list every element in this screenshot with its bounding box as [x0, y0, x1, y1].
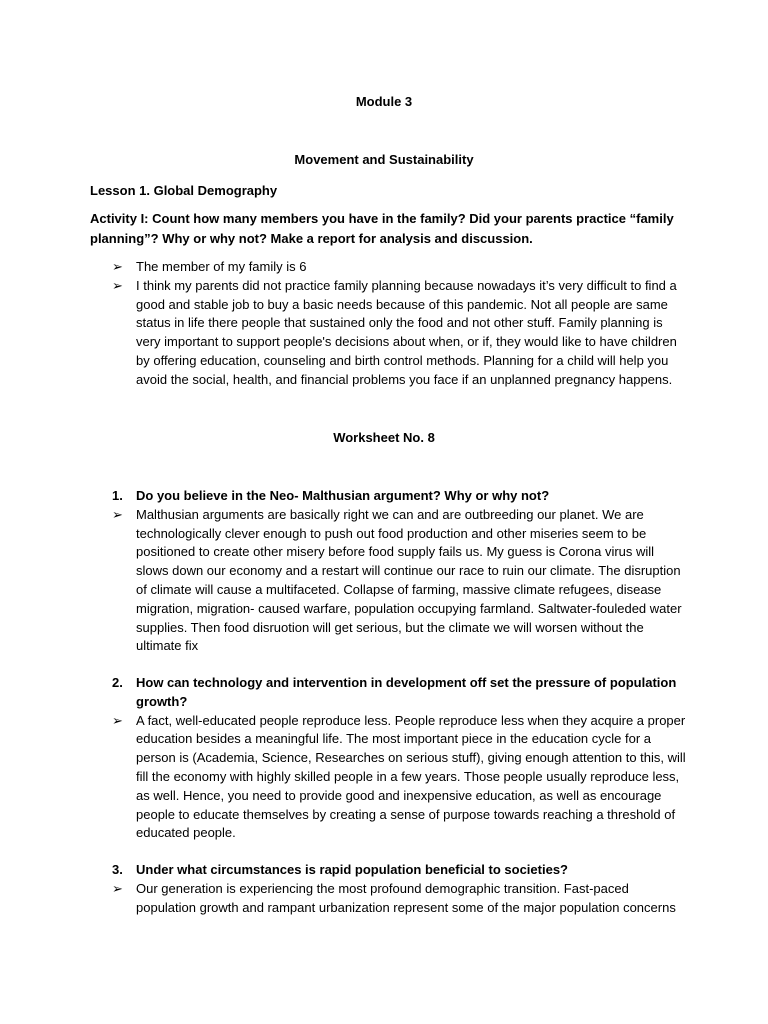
- answer-text: The member of my family is 6: [136, 259, 307, 274]
- lesson-heading: Lesson 1. Global Demography: [90, 183, 278, 198]
- activity-prompt: Activity I: Count how many members you have in the family? Did your parents practice “family planning”? Why or why not? Make a report for analysis and discussion.: [90, 211, 674, 246]
- activity-answer-list: [0, 258, 768, 390]
- module-title: Module 3: [355, 94, 413, 109]
- arrow-bullet-icon: ➢: [112, 506, 123, 522]
- worksheet-title: Worksheet No. 8: [333, 430, 435, 445]
- question-text: How can technology and intervention in development off set the pressure of population growth?: [136, 675, 677, 709]
- question-text: Do you believe in the Neo- Malthusian argument? Why or why not?: [136, 488, 550, 503]
- arrow-bullet-icon: ➢: [112, 277, 123, 293]
- question-item: [0, 861, 768, 880]
- arrow-bullet-icon: ➢: [112, 259, 123, 274]
- question-text: Under what circumstances is rapid population beneficial to societies?: [136, 862, 568, 877]
- list-item: [0, 277, 768, 390]
- question-number: 1.: [112, 488, 123, 503]
- question-number: 2.: [112, 675, 123, 690]
- question-item: [0, 487, 768, 506]
- question-3-block: [0, 861, 768, 917]
- section-title: Movement and Sustainability: [294, 152, 474, 167]
- list-item: [0, 712, 768, 844]
- answer-text: I think my parents did not practice family planning because nowadays it’s very difficult to find a good and stable job to buy a basic needs because of this pandemic. Not all people are same status in life there people that sustained only the food and not other stuff. Family planning is very important to support people's decisions about when, or if, they would like to have children by offering education, counseling and birth control methods. Planning for a child will help you avoid the social, health, and financial problems you face if an unplanned pregnancy happens.: [136, 277, 677, 387]
- list-item: [0, 880, 768, 918]
- answer-text: Malthusian arguments are basically right we can and are outbreeding our planet. We are technologically clever enough to push out food production and other miseries seem to be positioned to create other misery before food supply fails us. My guess is Corona virus will slows down our economy and a restart will continue our race to ruin our climate. The disruption of climate will cause a multifaceted. Collapse of farming, massive climate refugees, disease migration, migration- caused warfare, population occupying farmland. Saltwater-fouleded water supplies. Then food disruotion will get serious, but the climate we will worsen without the ultimate fix: [136, 506, 682, 654]
- answer-text: Our generation is experiencing the most profound demographic transition. Fast-paced population growth and rampant urbanization represent some of the major population concerns: [136, 880, 676, 915]
- arrow-bullet-icon: ➢: [112, 880, 123, 896]
- question-number: 3.: [112, 862, 123, 877]
- list-item: [0, 506, 768, 656]
- arrow-bullet-icon: ➢: [112, 712, 123, 728]
- answer-text: A fact, well-educated people reproduce less. People reproduce less when they acquire a proper education besides a meaningful life. The most important piece in the education cycle for a person is (Academia, Science, Researches on serious stuff), giving enough attention to this, will fill the economy with highly skilled people in a few years. Those people usually reproduce less, as well. Hence, you need to provide good and inexpensive education, as well as encourage people to educate themselves by creating a sense of purpose towards reaching a threshold of educated people.: [136, 712, 686, 841]
- question-1-block: [0, 487, 768, 656]
- list-item: [0, 258, 768, 277]
- question-item: [0, 674, 768, 712]
- question-2-block: [0, 674, 768, 843]
